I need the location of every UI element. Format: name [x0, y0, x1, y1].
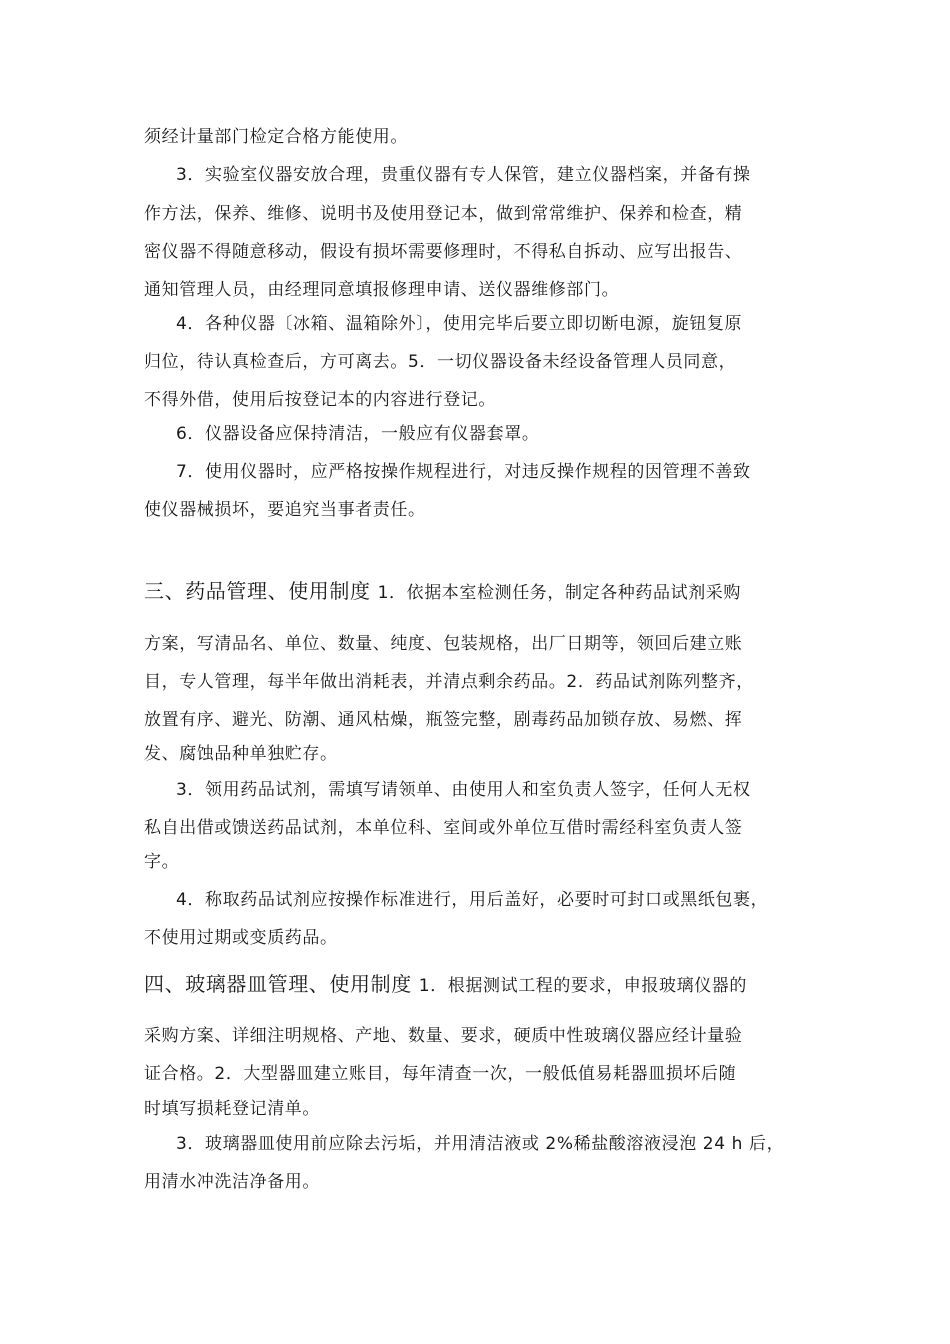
paragraph-line: 密仪器不得随意移动，假设有损坏需要修理时，不得私自拆动、应写出报告、 — [144, 242, 743, 262]
paragraph-line: 证合格。2．大型器皿建立账目，每年清查一次，一般低值易耗器皿损坏后随 — [144, 1064, 737, 1084]
paragraph-line: 使仪器械损坏，要追究当事者责任。 — [144, 500, 426, 520]
paragraph-line: 目，专人管理，每半年做出消耗表，并清点剩余药品。2．药品试剂陈列整齐， — [144, 672, 754, 692]
paragraph-line: 3．玻璃器皿使用前应除去污垢，并用清洁液或 2%稀盐酸溶液浸泡 24 h 后， — [176, 1134, 785, 1154]
section-first-line: 1．根据测试工程的要求，申报玻璃仪器的 — [418, 976, 747, 996]
paragraph-line: 时填写损耗登记清单。 — [144, 1099, 320, 1119]
paragraph-line: 通知管理人员，由经理同意填报修理申请、送仪器维修部门。 — [144, 280, 620, 300]
paragraph-line: 3．领用药品试剂，需填写请领单、由使用人和室负责人签字，任何人无权 — [176, 780, 751, 800]
paragraph-line: 发、腐蚀品种单独贮存。 — [144, 744, 338, 764]
paragraph-line: 须经计量部门检定合格方能使用。 — [144, 127, 408, 147]
paragraph-line: 字。 — [144, 852, 180, 872]
paragraph-line: 4．各种仪器〔冰箱、温箱除外〕，使用完毕后要立即切断电源，旋钮复原 — [176, 314, 743, 334]
paragraph-line: 不使用过期或变质药品。 — [144, 928, 338, 948]
section-first-line: 1．依据本室检测任务，制定各种药品试剂采购 — [377, 583, 741, 603]
paragraph-line: 采购方案、详细注明规格、产地、数量、要求，硬质中性玻璃仪器应经计量验 — [144, 1026, 743, 1046]
paragraph-line: 7．使用仪器时，应严格按操作规程进行，对违反操作规程的因管理不善致 — [176, 462, 751, 482]
paragraph-line: 4．称取药品试剂应按操作标准进行，用后盖好，必要时可封口或黑纸包裹， — [176, 890, 769, 910]
paragraph-line: 放置有序、避光、防潮、通风枯燥，瓶签完整，剧毒药品加锁存放、易燃、挥 — [144, 710, 743, 730]
section-heading-3 — [144, 580, 824, 604]
paragraph-line: 不得外借，使用后按登记本的内容进行登记。 — [144, 390, 496, 410]
paragraph-line: 6．仪器设备应保持清洁，一般应有仪器套罩。 — [176, 424, 540, 444]
paragraph-line: 作方法，保养、维修、说明书及使用登记本，做到常常维护、保养和检查，精 — [144, 204, 743, 224]
paragraph-line: 3．实验室仪器安放合理，贵重仪器有专人保管，建立仪器档案，并备有操 — [176, 165, 751, 185]
paragraph-line: 用清水冲洗洁净备用。 — [144, 1172, 320, 1192]
paragraph-line: 方案，写清品名、单位、数量、纯度、包装规格，出厂日期等，领回后建立账 — [144, 634, 743, 654]
section-title: 四、玻璃器皿管理、使用制度 — [144, 972, 412, 996]
paragraph-line: 归位，待认真检查后，方可离去。5．一切仪器设备未经设备管理人员同意， — [144, 352, 737, 372]
paragraph-line: 私自出借或馈送药品试剂，本单位科、室间或外单位互借时需经科室负责人签 — [144, 818, 743, 838]
section-heading-4 — [144, 973, 824, 997]
section-title: 三、药品管理、使用制度 — [144, 579, 371, 603]
